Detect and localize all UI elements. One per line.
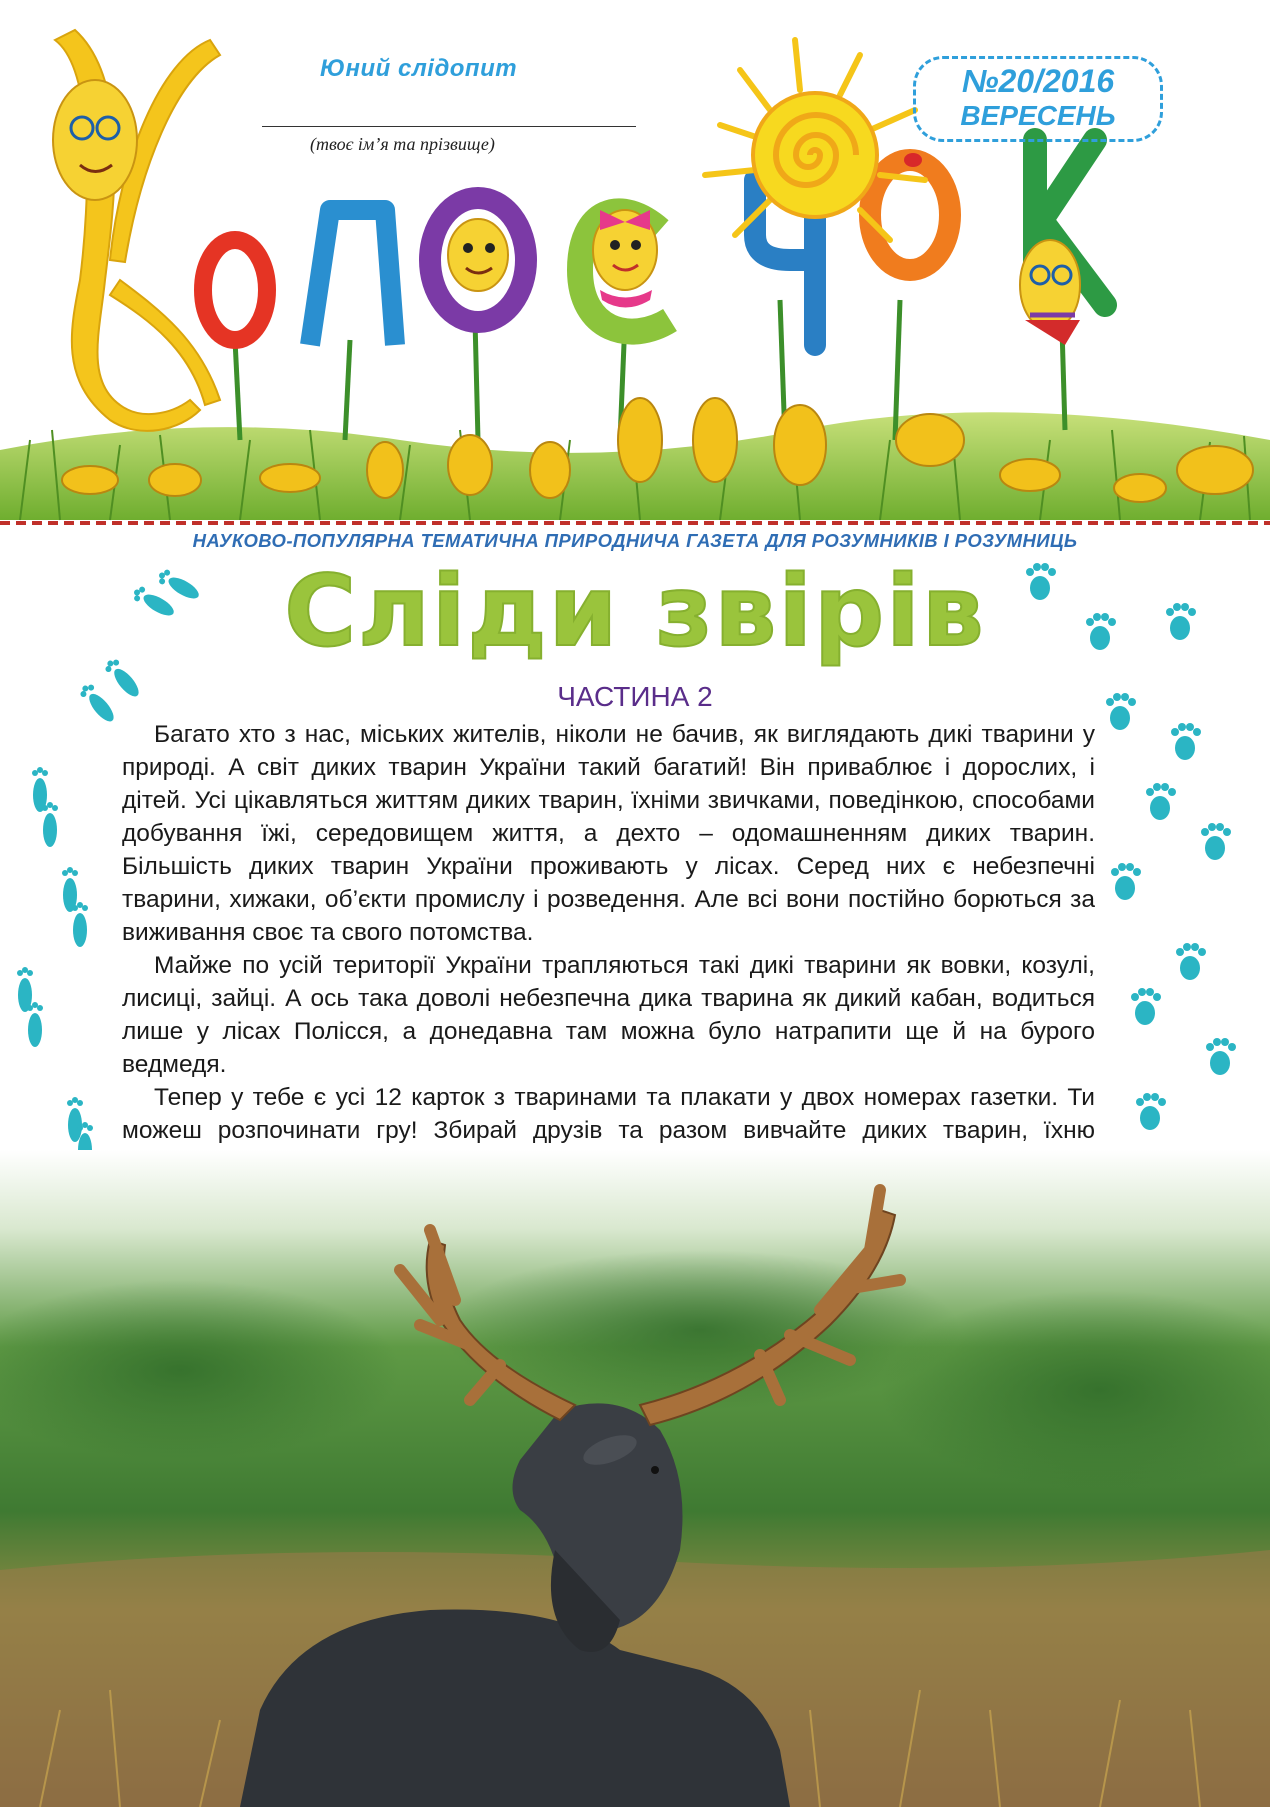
article-body [122,718,1095,1180]
paw-icon [1206,1038,1236,1075]
moose-eye [651,1466,659,1474]
paw-icon [1111,863,1141,900]
title-letter-o-red [203,240,267,340]
paw-icon [1146,783,1176,820]
paw-icon [1136,1093,1166,1130]
paw-icon [17,967,33,1012]
paw-icon [27,1002,43,1047]
ladybug-icon [904,153,922,167]
paw-icon [72,902,88,947]
moose-photo [0,1150,1270,1807]
paw-icon [1201,823,1231,860]
paragraph: Майже по усій території України трапляються такі дикі тварини як вовки, козулі, лисиці, зайці. А ось така доволі небезпечна дика тварина як дикий кабан, водиться лише у лісах Полісся, а донедавна там можна було натрапити ще й на бурого ведмедя. [122,952,1095,1078]
dashed-divider [0,520,1270,526]
tagline: НАУКОВО-ПОПУЛЯРНА ТЕМАТИЧНА ПРИРОДНИЧА ГАЗЕТА ДЛЯ РОЗУМНИКІВ І РОЗУМНИЦЬ [192,530,1078,551]
paw-icon [1171,723,1201,760]
paw-icon [62,867,78,912]
headline: Сліди звірів [284,555,986,669]
part-label: ЧАСТИНА 2 [557,681,713,712]
name-hint: (твоє ім’я та прізвище) [310,134,495,154]
masthead [0,0,1270,540]
issue-number: №20/2016 [961,63,1115,99]
paw-icon [1131,988,1161,1025]
sun-icon [705,40,925,240]
issue-month: ВЕРЕСЕНЬ [960,100,1116,131]
paw-icon [77,1122,93,1150]
paw-icon [42,802,58,847]
paw-icon [32,767,48,812]
wheat-face [53,80,137,200]
paw-icon [1176,943,1206,980]
title-letter-l-blue [310,210,395,345]
paragraph: Багато хто з нас, міських жителів, ніколи не бачив, як виглядають дикі тварини у природі. А світ диких тварин України такий багатий! Він приваблює і дорослих, і дітей. Усі цікавляться життям диких тварин, їхніми звичками, поведінкою, способами добування їжі, середовищем життя, а дехто – одомашненням диких тварин. Більшість диких тварин України проживають у лісах. Серед них є небезпечні тварини, хижаки, об’єкти промислу і розведення. Але всі вони постійно борються за виживання своє та свого потомства. [122,721,1095,946]
tracker-label: Юний слідопит [320,55,518,82]
name-input-line[interactable] [262,126,636,127]
issue-badge [913,56,1163,142]
paragraph: Тепер у тебе є усі 12 карток з тваринами та плакати у двох номерах газетки. Ти можеш розпочинати гру! Збирай друзів та разом вивчайте диких тварин, їхню [122,1084,1095,1144]
paw-icon [67,1097,83,1142]
